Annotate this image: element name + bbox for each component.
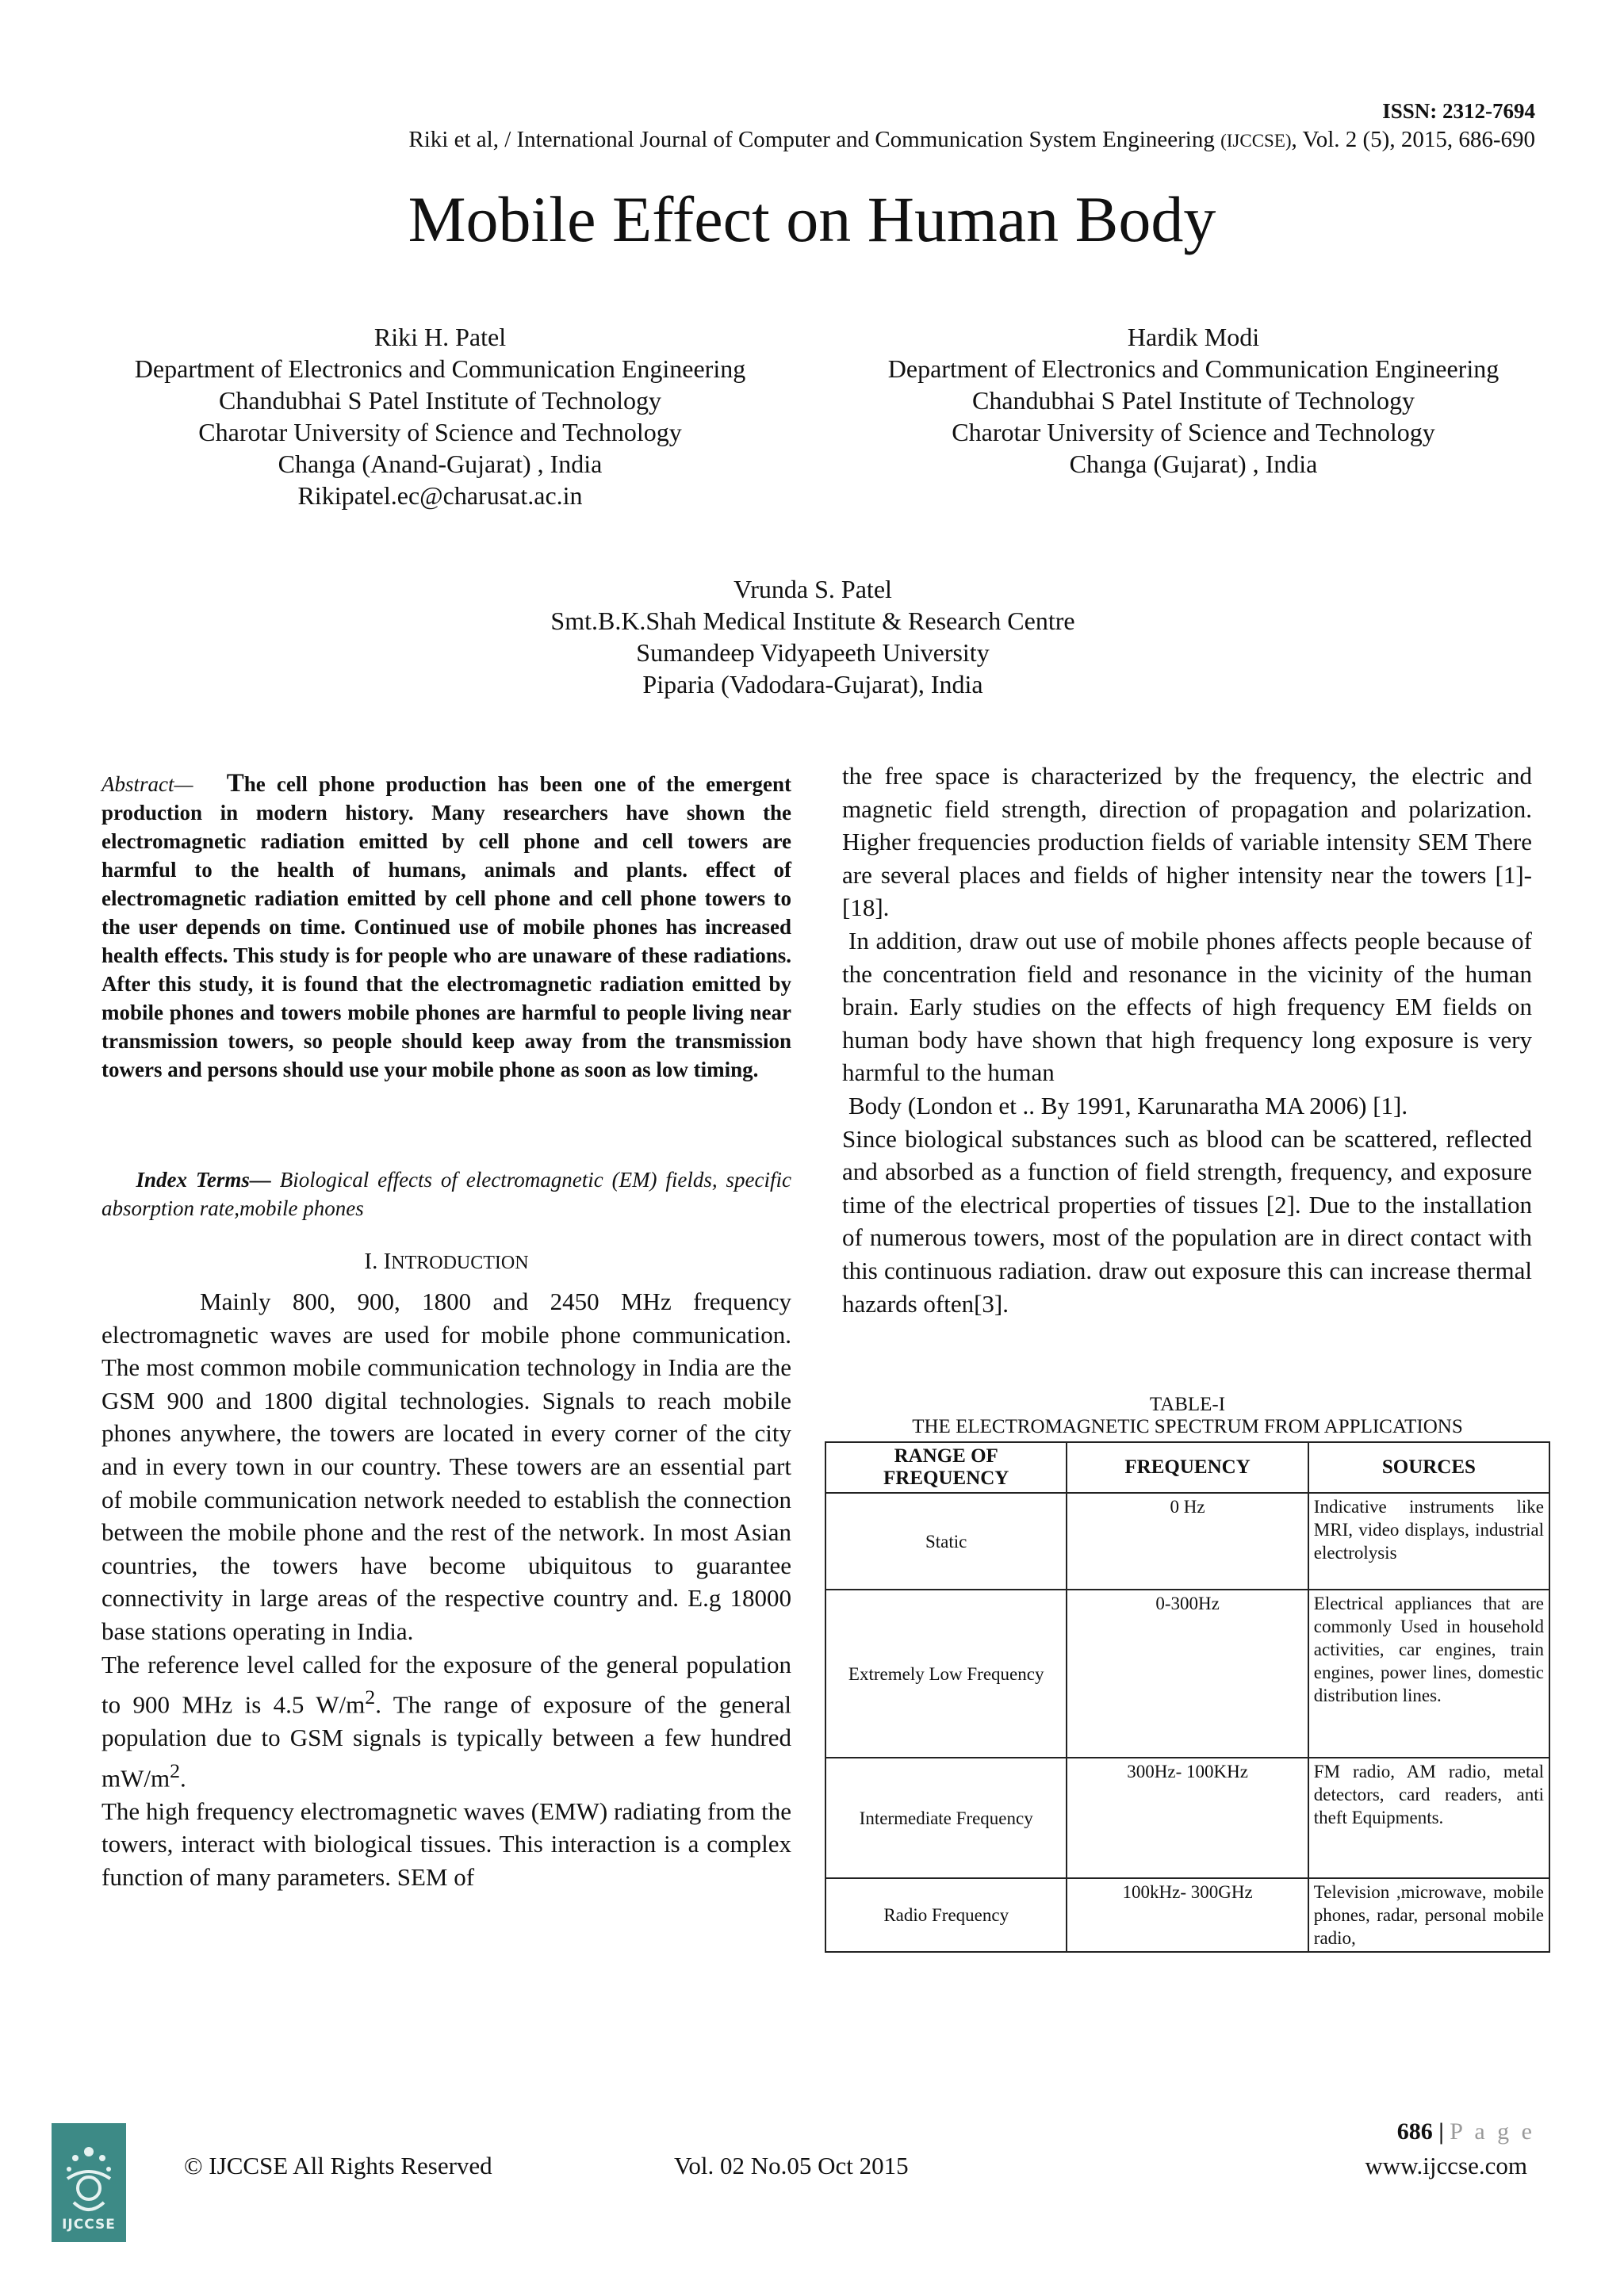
right-paragraph-2: In addition, draw out use of mobile phones affects people because of the concentration field and resonance in the vicinity of the human brain. Early studies on the effects of high frequency EM fields on human body have shown that high frequency long exposure is very harmful to the human (842, 926, 1532, 1087)
intro-right-column (842, 760, 1532, 1320)
intro-p2-b: . The range of exposure of the general population due to GSM signals is typically between a few hundred mW/m (102, 1690, 791, 1792)
right-paragraph-2b: Body (London et .. By 1991, Karunaratha MA 2006) [1]. (848, 1091, 1408, 1119)
citation-journal: Riki et al, / International Journal of Computer and Communication System Engineering (408, 127, 1221, 152)
section-numeral: I. I (364, 1249, 392, 1274)
right-paragraph-1: the free space is characterized by the frequency, the electric and magnetic field strength, direction of propagation and polarization. Higher frequencies production fields of variable intensity SEM There are several places and fields of higher intensity near the towers [1]-[18]. (842, 762, 1532, 922)
cell-range: Intermediate Frequency (825, 1758, 1067, 1878)
header-frequency: FREQUENCY (1067, 1442, 1308, 1493)
logo-text: IJCCSE (62, 2217, 116, 2233)
right-paragraph-3: Since biological substances such as blood can be scattered, reflected and absorbed as a function of field strength, frequency, and exposure time of the electrical properties of tissues [2]. Due to the installation of numerous towers, most of the population are in direct contact with this continuous radiation. draw out exposure this can increase thermal hazards often[3]. (842, 1124, 1532, 1318)
index-terms (102, 1165, 791, 1223)
author-dept: Department of Electronics and Communication Engineering (887, 354, 1500, 383)
page-separator: | (1432, 2118, 1450, 2145)
intro-left-column (102, 1285, 791, 1893)
author-location: Changa (Gujarat) , India (1069, 450, 1318, 478)
table-header-row (825, 1442, 1549, 1493)
author-location: Changa (Anand-Gujarat) , India (278, 450, 603, 478)
author-block-3 (428, 573, 1197, 700)
page-label: P a g e (1450, 2118, 1535, 2145)
paper-title: Mobile Effect on Human Body (408, 183, 1216, 255)
intro-paragraph-3: The high frequency electromagnetic waves (EMW) radiating from the towers, interact with biological tissues. This interaction is a complex function of many parameters. SEM of (102, 1797, 791, 1891)
abstract-label: Abstract— (102, 772, 193, 796)
cell-frequency: 0-300Hz (1067, 1590, 1308, 1758)
table-number: TABLE-I (1149, 1394, 1226, 1415)
author-dept: Department of Electronics and Communication Engineering (134, 354, 746, 383)
cell-range: Static (825, 1493, 1067, 1590)
abstract (102, 769, 791, 1084)
cell-frequency: 100kHz- 300GHz (1067, 1878, 1308, 1952)
header-sources: SOURCES (1308, 1442, 1549, 1493)
cell-frequency: 0 Hz (1067, 1493, 1308, 1590)
intro-p2-c: . (180, 1763, 186, 1792)
intro-paragraph-1: Mainly 800, 900, 1800 and 2450 MHz frequency electromagnetic waves are used for mobile phone communication. The most common mobile communication technology in India are the GSM 900 and 1800 digital technologies. Signals to reach mobile phones anywhere, the towers are located in every corner of the city and in every town in our country. These towers are an essential part of mobile communication network needed to establish the connection between the mobile phone and the rest of the network. In most Asian countries, the towers have become ubiquitous to guarantee connectivity in large areas of the respective country and. E.g 18000 base stations operating in India. (102, 1288, 791, 1645)
author-block-1 (79, 321, 801, 511)
table-row (825, 1878, 1549, 1952)
section-title: NTRODUCTION (391, 1253, 529, 1273)
header-range: RANGE OF FREQUENCY (825, 1442, 1067, 1493)
abstract-first-letter: T (226, 769, 244, 798)
abstract-text: he cell phone production has been one of the emergent production in modern history. Many researchers have shown the electromagnetic radiation emitted by cell phone and cell towers are harmful to the health of humans, animals and plants. effect of electromagnetic radiation emitted by cell phone and cell phone towers to the user depends on time. Continued use of mobile phones has increased health effects. This study is for people who are unaware of these radiations. After this study, it is found that the electromagnetic radiation emitted by mobile phones and towers mobile phones are harmful to people living near transmission towers, so people should keep away from the transmission towers and persons should use your mobile phone as soon as low timing. (102, 772, 791, 1081)
copyright: © IJCCSE All Rights Reserved (184, 2152, 492, 2179)
intro-paragraph-2 (102, 1648, 791, 1795)
author-university: Charotar University of Science and Technology (952, 418, 1435, 446)
superscript: 2 (170, 1758, 181, 1782)
author-name: Riki H. Patel (373, 323, 507, 351)
index-terms-text: Biological effects of electromagnetic (EM) fields, specific absorption rate,mobile phones (102, 1168, 791, 1220)
author-university: Charotar University of Science and Technology (198, 418, 682, 446)
cell-range: Radio Frequency (825, 1878, 1067, 1952)
section-heading-introduction (102, 1249, 791, 1275)
cell-sources: Electrical appliances that are commonly Used in household activities, car engines, train engines, power lines, domestic distribution lines. (1308, 1590, 1549, 1758)
table-caption (825, 1394, 1550, 1438)
citation-header (408, 127, 1535, 153)
cell-range: Extremely Low Frequency (825, 1590, 1067, 1758)
author-email[interactable]: Rikipatel.ec@charusat.ac.in (297, 481, 583, 510)
index-terms-label: Index Terms— (136, 1168, 271, 1192)
author-university: Sumandeep Vidyapeeth University (636, 638, 990, 667)
issn: ISSN: 2312-7694 (1382, 99, 1535, 123)
cell-sources: Indicative instruments like MRI, video displays, industrial electrolysis (1308, 1493, 1549, 1590)
website-link[interactable]: www.ijccse.com (1365, 2152, 1527, 2179)
author-institute: Chandubhai S Patel Institute of Technology (219, 386, 661, 415)
author-institute: Chandubhai S Patel Institute of Technology (972, 386, 1415, 415)
author-block-2 (833, 321, 1554, 480)
page-number (1397, 2118, 1535, 2145)
citation-volume: , Vol. 2 (5), 2015, 686-690 (1291, 127, 1535, 152)
cell-sources: FM radio, AM radio, metal detectors, card readers, anti theft Equipments. (1308, 1758, 1549, 1878)
table-row (825, 1493, 1549, 1590)
citation-abbr: (IJCCSE) (1220, 131, 1292, 151)
superscript: 2 (365, 1686, 376, 1709)
cell-sources: Television ,microwave, mobile phones, radar, personal mobile radio, (1308, 1878, 1549, 1952)
cell-frequency: 300Hz- 100KHz (1067, 1758, 1308, 1878)
author-location: Piparia (Vadodara-Gujarat), India (642, 670, 983, 698)
page-number-value: 686 (1396, 2118, 1433, 2145)
table-row (825, 1758, 1549, 1878)
intro-p2-a: The reference level called for the exposure of the general population to 900 MHz is 4.5 W/m (102, 1650, 791, 1719)
author-name: Vrunda S. Patel (733, 575, 892, 603)
spectrum-table (825, 1441, 1550, 1953)
ijccse-logo (52, 2123, 126, 2242)
author-name: Hardik Modi (1127, 323, 1260, 351)
table-row (825, 1590, 1549, 1758)
table-title: THE ELECTROMAGNETIC SPECTRUM FROM APPLICATIONS (912, 1416, 1463, 1437)
author-institute: Smt.B.K.Shah Medical Institute & Research Centre (550, 607, 1075, 635)
volume-info: Vol. 02 No.05 Oct 2015 (674, 2152, 909, 2179)
